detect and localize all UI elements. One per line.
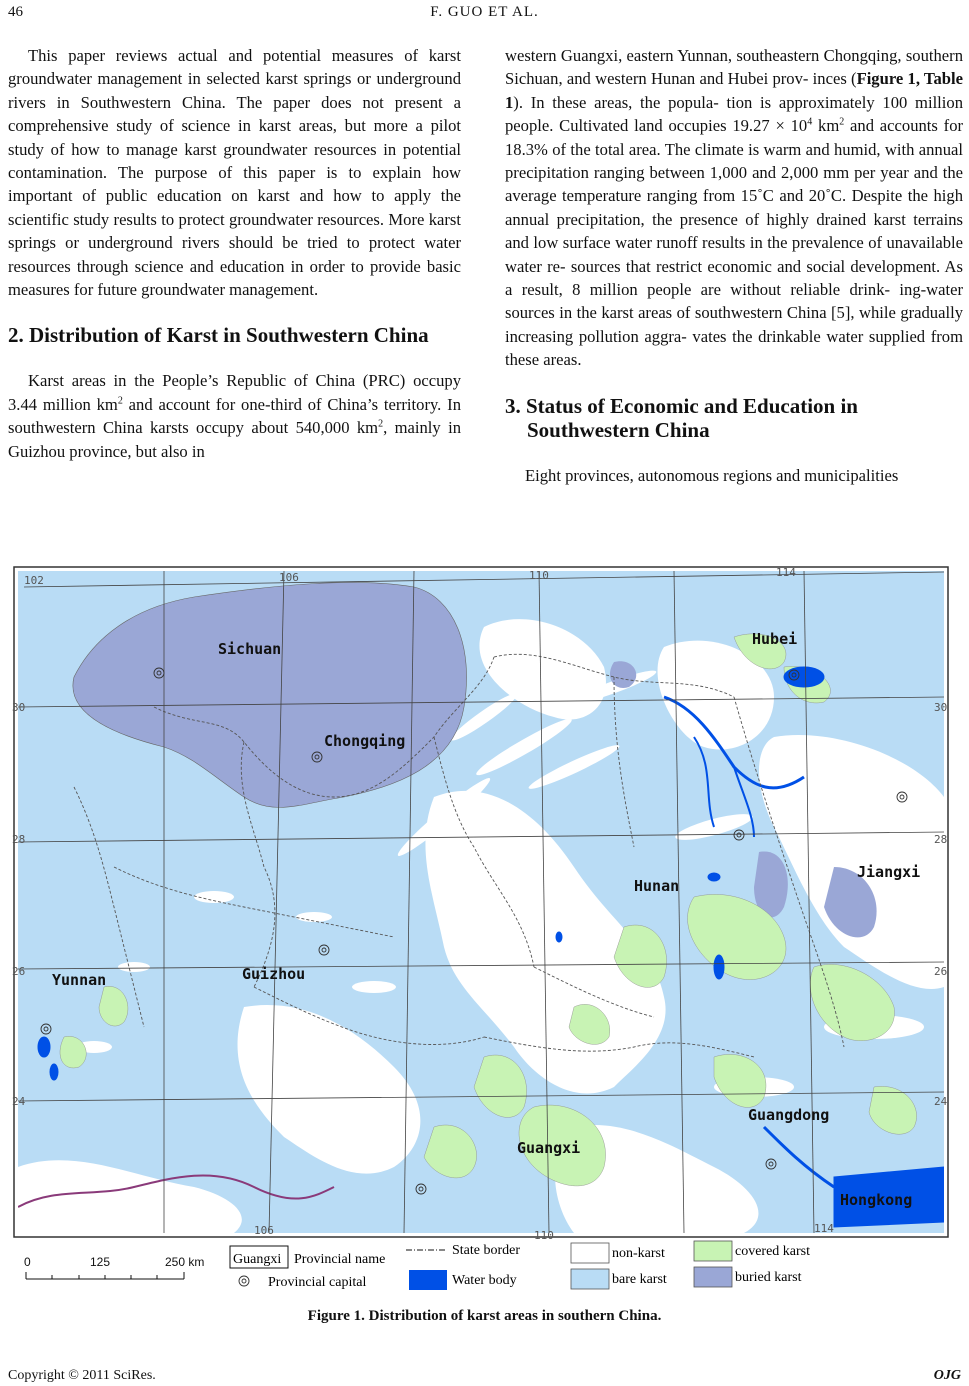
legend-label: Provincial name (294, 1252, 386, 1267)
longitude-label: 106 (254, 1224, 274, 1237)
figure-caption: Figure 1. Distribution of karst areas in southern China. (307, 1308, 662, 1324)
province-label: Jiangxi (857, 863, 921, 881)
left-column (8, 44, 461, 463)
latitude-label: 30 (934, 701, 948, 714)
svg-text:0: 0 (24, 1255, 31, 1269)
section-heading: 2. Distribution of Karst in Southwestern China (8, 323, 429, 348)
running-head: F. GUO ET AL. (430, 4, 539, 20)
legend-label: non-karst (612, 1246, 665, 1261)
svg-text:250 km: 250 km (165, 1255, 205, 1269)
water-body-swatch (409, 1270, 447, 1290)
footer-journal: OJG (933, 1368, 961, 1383)
legend-label: Water body (452, 1273, 517, 1288)
longitude-label: 106 (279, 571, 299, 584)
buried-karst-swatch (694, 1267, 732, 1287)
scale-bar (24, 1255, 204, 1279)
map-legend (24, 1241, 810, 1290)
bare-karst-swatch (571, 1269, 609, 1289)
longitude-label: 114 (814, 1222, 834, 1235)
legend-label: Provincial capital (268, 1275, 367, 1290)
section-heading: 3. Status of Economic and Education in Southwestern China (505, 393, 858, 442)
provincial-capital-icon (239, 1276, 249, 1286)
footer-copyright: Copyright © 2011 SciRes. (8, 1368, 156, 1383)
legend-label: buried karst (735, 1270, 802, 1285)
latitude-label: 24 (12, 1095, 26, 1108)
latitude-label: 26 (12, 965, 26, 978)
province-label: Hubei (752, 630, 798, 648)
legend-label: Guangxi (233, 1252, 282, 1267)
longitude-label: 110 (534, 1229, 554, 1242)
legend-label: covered karst (735, 1244, 811, 1259)
covered-karst-swatch (694, 1241, 732, 1261)
longitude-label: 102 (24, 574, 44, 587)
paragraph: This paper reviews actual and potential measures of karst groundwater management in selected karst springs or underground rivers in Southwestern China. The paper does not present a comprehensive study of science in karst areas, but more a pilot study of how to manage karst groundwater resources in potential contamination. The purpose of this paper is to explain how important of public education on karst and how to apply the scientific study results to protect groundwater resources. More karst springs or underground rivers should be tried to protect water resources through science and education in order to provide basic measures for future groundwater management. (8, 46, 461, 300)
longitude-label: 114 (776, 566, 796, 579)
longitude-label: 110 (529, 569, 549, 582)
paragraph: Karst areas in the People’s Republic of China (PRC) occupy 3.44 million $km^2$ and account for one-third of China’s territory. In southwestern China karsts occupy about 540,000 $km^2$, mainly in Guizhou province, but also in (8, 371, 461, 461)
province-label: Hongkong (840, 1191, 913, 1209)
province-label: Guangdong (748, 1106, 830, 1124)
page-number: 46 (8, 4, 23, 20)
latitude-label: 30 (12, 701, 26, 714)
province-label: Yunnan (52, 971, 107, 989)
latitude-label: 28 (12, 833, 26, 846)
legend-label: State border (452, 1243, 521, 1258)
province-label: Guangxi (517, 1139, 581, 1157)
province-label: Hunan (634, 877, 680, 895)
non-karst-swatch (571, 1243, 609, 1263)
province-label: Chongqing (324, 732, 406, 750)
svg-text:125: 125 (90, 1255, 111, 1269)
latitude-label: 28 (934, 833, 948, 846)
karst-map (14, 567, 948, 1298)
province-label: Sichuan (218, 640, 282, 658)
karst-map-figure (14, 567, 948, 1298)
province-label: Guizhou (242, 965, 306, 983)
latitude-label: 24 (934, 1095, 948, 1108)
latitude-label: 26 (934, 965, 948, 978)
paragraph: western Guangxi, eastern Yunnan, southeastern Chongqing, southern Sichuan, and western Hunan and Hubei prov- inces (Figure 1, Table 1). In these areas, the popula- tion is approximately 100 million people. Cultivated land occupies $19.27 \times 10^4$ $km^2$ and accounts for 18.3% of the total area. The climate is warm and humid, with annual precipitation ranging between 1,000 and 2,000 mm per year and the average temperature ranging from 15˚C and 20˚C. Despite the high annual precipitation, the presence of highly drained karst terrains and low surface water runoff results in the prevalence of unavailable water re- sources that restrict economic and social development. As a result, 8 million people are without reliable drink- ing-water sources in the karst areas of southwestern China [5], while gradually increasing pollution aggra- vates the drinkable water supplied from these areas. (505, 46, 964, 370)
paragraph: Eight provinces, autonomous regions and municipalities (525, 465, 899, 485)
legend-label: bare karst (612, 1272, 667, 1287)
right-column (505, 44, 963, 487)
figure-reference[interactable]: Figure 1, Table 1 (505, 69, 963, 112)
